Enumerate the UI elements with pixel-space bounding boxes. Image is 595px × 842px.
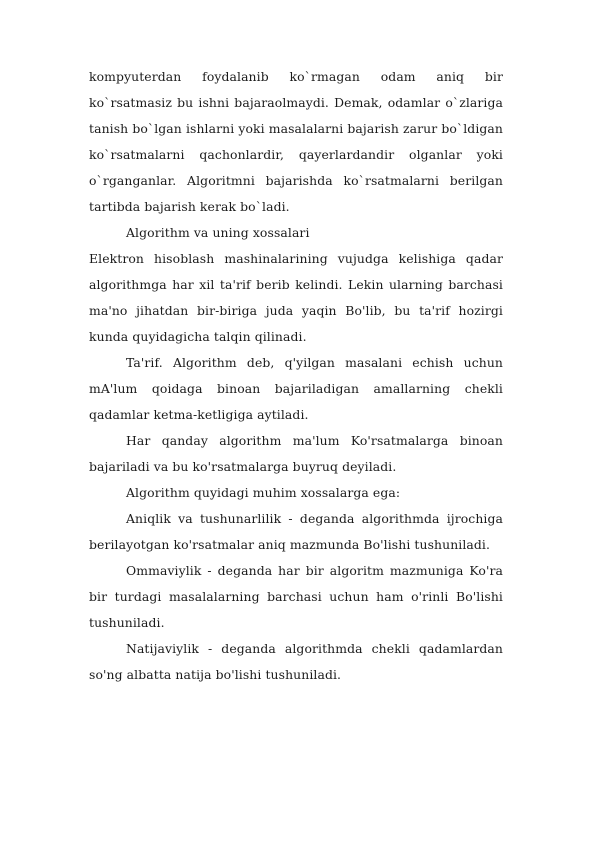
paragraph-history: Elektron hisoblash mashinalarining vujudga kelishiga qadar algorithmga har xil ta'rif berib kelindi. Lekin ularning barchasi ma'no jihatdan bir-biriga juda yaqin Bo'lib, bu ta'rif hozirgi kunda quyidagicha talqin qilinadi. bbox=[89, 251, 503, 344]
paragraph-definition: Ta'rif. Algorithm deb, q'yilgan masalani echish uchun mA'lum qoidaga binoan bajariladigan amallarning chekli qadamlar ketma-ketligiga aytiladi. bbox=[89, 355, 503, 422]
paragraph-property-generality: Ommaviylik - deganda har bir algoritm mazmuniga Ko'ra bir turdagi masalalarning barchasi uchun ham o'rinli Bo'lishi tushuniladi. bbox=[89, 563, 503, 630]
document-body bbox=[89, 64, 503, 688]
paragraph-instructions: Har qanday algorithm ma'lum Ko'rsatmalarga binoan bajariladi va bu ko'rsatmalarga buyruq deyiladi. bbox=[89, 433, 503, 474]
paragraph-property-finiteness: Natijaviylik - deganda algorithmda chekli qadamlardan so'ng albatta natija bo'lishi tushuniladi. bbox=[89, 641, 503, 682]
paragraph-intro-continuation: kompyuterdan foydalanib ko`rmagan odam aniq bir ko`rsatmasiz bu ishni bajaraolmaydi. Demak, odamlar o`zlariga tanish bo`lgan ishlarni yoki masalalarni bajarish zarur bo`ldigan ko`rsatmalarni qachonlardir, qayerlardandir olganlar yoki o`rganganlar. Algoritmni bajarishda ko`rsatmalarni berilgan tartibda bajarish kerak bo`ladi. bbox=[89, 69, 503, 214]
paragraph-property-clarity: Aniqlik va tushunarlilik - deganda algorithmda ijrochiga berilayotgan ko'rsatmalar aniq mazmunda Bo'lishi tushuniladi. bbox=[89, 511, 503, 552]
section-heading-algorithm-properties: Algorithm va uning xossalari bbox=[126, 225, 310, 240]
paragraph-properties-intro: Algorithm quyidagi muhim xossalarga ega: bbox=[126, 485, 401, 500]
